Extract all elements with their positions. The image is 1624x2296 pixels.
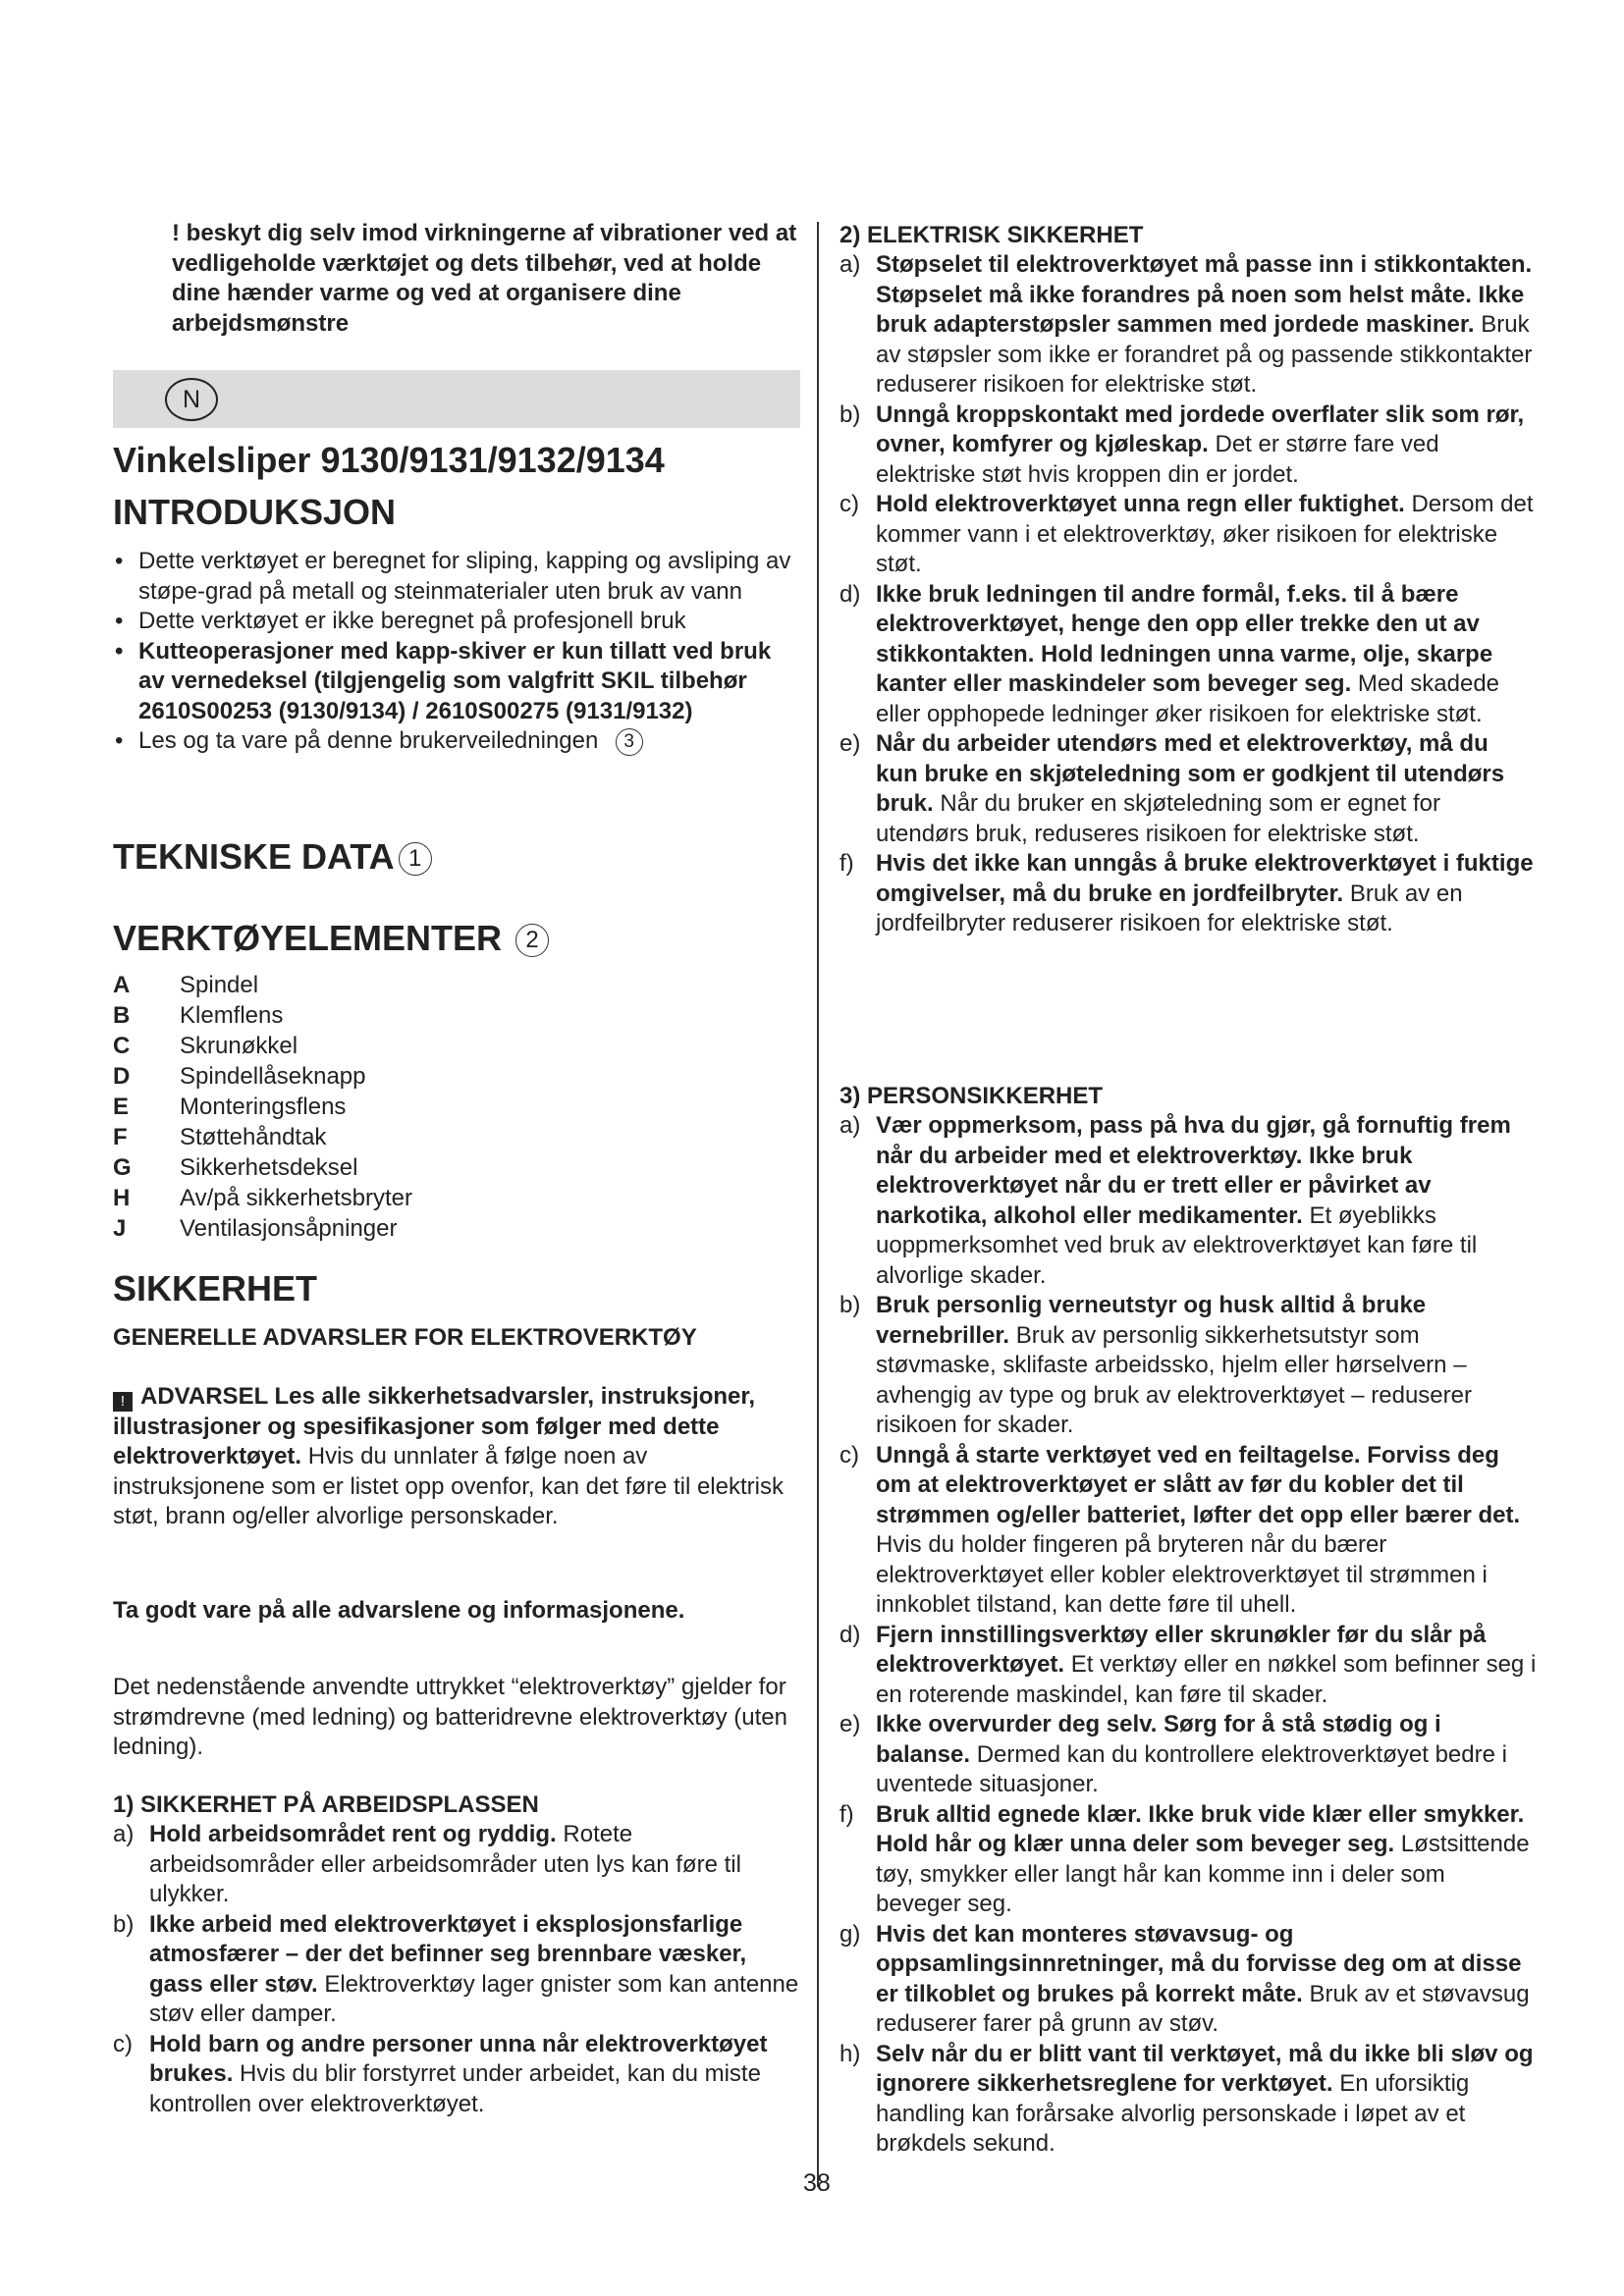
list-item: c) Unngå å starte verktøyet ved en feiltagelse. Forviss deg om at elektroverktøyet er slått av før du kobler det til strømmen og/eller batteriet, løfter det opp eller bærer det. Hvis du holder fingeren på bryteren når du bærer elektroverktøyet eller kobler elektroverktøyet til strømmen i innkoblet tilstand, kan dette føre til uhell. (839, 1441, 1521, 1618)
element-row: E Monteringsflens (113, 1094, 347, 1120)
page-number: 38 (803, 2169, 831, 2197)
intro-bullet-text: Les og ta vare på denne brukerveiledningen (138, 727, 599, 754)
intro-bullet: • Dette verktøyet er ikke beregnet på profesjonell bruk (113, 607, 800, 637)
section-2 (839, 221, 1537, 939)
warning-paragraph: ! ADVARSEL Les alle sikkerhetsadvarsler, instruksjoner, illustrasjoner og spesifikasjoner som følger med dette elektroverktøyet. Hvis du unnlater å følge noen av instruksjonene som er listet opp ovenfor, kan det føre til elektrisk støt, brann og/eller alvorlige personskader. (113, 1383, 784, 1529)
section-1-heading: 1) SIKKERHET PÅ ARBEIDSPLASSEN (113, 1791, 539, 1818)
definition-paragraph: Det nedenstående anvendte uttrykket “elektroverktøy” gjelder for strømdrevne (med ledning) og batteridrevne elektroverktøy (uten ledning). (113, 1674, 787, 1760)
elements-title: VERKTØYELEMENTER (113, 918, 503, 958)
intro-list (113, 547, 800, 757)
intro-bullet (113, 726, 800, 757)
figure-ref-icon: 1 (399, 842, 432, 876)
list-item: g) Hvis det kan monteres støvavsug- og oppsamlingsinnretninger, må du forvisse deg om at disse er tilkoblet og brukes på korrekt måte. Bruk av et støvavsug reduserer farer på grunn av støv. (839, 1920, 1530, 2037)
product-title: Vinkelsliper 9130/9131/9132/9134 (113, 440, 665, 480)
element-row: B Klemflens (113, 1002, 284, 1029)
element-row: G Sikkerhetsdeksel (113, 1154, 358, 1181)
list-item: h) Selv når du er blitt vant til verktøyet, må du ikke bli sløv og ignorere sikkerhetsreglene for verktøyet. En uforsiktig handling kan forårsake alvorlig personskade i løpet av et brøkdels sekund. (839, 2040, 1534, 2157)
keep-note: Ta godt vare på alle advarslene og informasjonene. (113, 1597, 685, 1624)
intro-bullet: • Kutteoperasjoner med kapp-skiver er kun tillatt ved bruk av vernedeksel (tilgjengelig som valgfritt SKIL tilbehør 2610S00253 (9130/9134) / 2610S00275 (9131/9132) (113, 637, 800, 727)
list-item: c) Hold elektroverktøyet unna regn eller fuktighet. Dersom det kommer vann i et elektroverktøy, øker risikoen for elektriske støt. (839, 491, 1534, 577)
section-1 (113, 1790, 800, 2119)
vibration-note: ! beskyt dig selv imod virkningerne af vibrationer ved at vedligeholde værktøjet og dets tilbehør, ved at holde dine hænder varme og ved at organisere dine arbejdsmønstre (172, 220, 797, 337)
element-row: J Ventilasjonsåpninger (113, 1215, 398, 1242)
tech-data-heading (113, 836, 800, 878)
figure-ref-icon: 2 (515, 924, 549, 957)
section-3-heading: 3) PERSONSIKKERHET (839, 1083, 1104, 1109)
section-2-heading: 2) ELEKTRISK SIKKERHET (839, 222, 1144, 248)
figure-ref-icon: 3 (616, 728, 643, 756)
elements-heading (113, 918, 800, 959)
language-band (113, 370, 800, 428)
list-item: d) Ikke bruk ledningen til andre formål, f.eks. til å bære elektroverktøyet, henge den opp eller trekke den ut av stikkontakten. Hold ledningen unna varme, olje, skarpe kanter eller maskindeler som beveger seg. Med skadede eller opphopede ledninger øker risikoen for elektriske støt. (839, 580, 1500, 727)
list-item: b) Bruk personlig verneutstyr og husk alltid å bruke vernebriller. Bruk av personlig sikkerhetsutstyr som støvmaske, sklifaste arbeidssko, hjelm eller hørselvern – avhengig av type og bruk av elektroverktøyet – reduserer risikoen for skader. (839, 1292, 1472, 1438)
list-item: b) Ikke arbeid med elektroverktøyet i eksplosjonsfarlige atmosfærer – der det befinner seg brennbare væsker, gass eller støv. Elektroverktøy lager gnister som kan antenne støv eller damper. (113, 1910, 799, 2027)
element-row: F Støttehåndtak (113, 1124, 327, 1150)
list-item: a) Vær oppmerksom, pass på hva du gjør, gå fornuftig frem når du arbeider med et elektroverktøy. Ikke bruk elektroverktøyet når du er trett eller er påvirket av narkotika, alkohol eller medikamenter. Et øyeblikks uoppmerksomhet ved bruk av elektroverktøyet kan føre til alvorlige skader. (839, 1112, 1511, 1289)
element-row: H Av/på sikkerhetsbryter (113, 1185, 412, 1211)
column-divider (817, 222, 819, 2187)
list-item: c) Hold barn og andre personer unna når elektroverktøyet brukes. Hvis du blir forstyrret under arbeidet, kan du miste kontrollen over elektroverktøyet. (113, 2030, 768, 2117)
element-row: D Spindellåseknapp (113, 1063, 366, 1090)
warning-icon: ! (113, 1392, 133, 1412)
list-item: e) Når du arbeider utendørs med et elektroverktøy, må du kun bruke en skjøteledning som er godkjent til utendørs bruk. Når du bruker en skjøteledning som er egnet for utendørs bruk, reduseres risikoen for elektriske støt. (839, 730, 1505, 847)
tech-data-title: TEKNISKE DATA (113, 836, 395, 877)
element-row: C Skrunøkkel (113, 1033, 298, 1059)
list-item: e) Ikke overvurder deg selv. Sørg for å stå stødig og i balanse. Dermed kan du kontrollere elektroverktøyet bedre i uventede situasjoner. (839, 1711, 1507, 1797)
list-item: f) Bruk alltid egnede klær. Ikke bruk vide klær eller smykker. Hold hår og klær unna deler som beveger seg. Løstsittende tøy, smykker eller langt hår kan komme inn i deler som beveger seg. (839, 1800, 1530, 1917)
intro-heading: INTRODUKSJON (113, 492, 397, 532)
list-item: b) Unngå kroppskontakt med jordede overflater slik som rør, ovner, komfyrer og kjøleskap. Det er større fare ved elektriske støt hvis kroppen din er jordet. (839, 400, 1525, 488)
safety-heading: SIKKERHET (113, 1268, 318, 1308)
list-item: a) Hold arbeidsområdet rent og ryddig. Rotete arbeidsområder eller arbeidsområder uten lys kan føre til ulykker. (113, 1821, 741, 1907)
list-item: d) Fjern innstillingsverktøy eller skrunøkler før du slår på elektroverktøyet. Et verktøy eller en nøkkel som befinner seg i en roterende maskindel, kan føre til skader. (839, 1621, 1537, 1708)
general-warnings-heading: GENERELLE ADVARSLER FOR ELEKTROVERKTØY (113, 1324, 697, 1351)
element-row: A Spindel (113, 972, 259, 998)
list-item: f) Hvis det ikke kan unngås å bruke elektroverktøyet i fuktige omgivelser, må du bruke en jordfeilbryter. Bruk av en jordfeilbryter reduserer risikoen for elektriske støt. (839, 850, 1534, 936)
list-item: a) Støpselet til elektroverktøyet må passe inn i stikkontakten. Støpselet må ikke forandres på noen som helst måte. Ikke bruk adapterstøpsler sammen med jordede maskiner. Bruk av støpsler som ikke er forandret på og passende stikkontakter reduserer risikoen for elektriske støt. (839, 251, 1533, 398)
section-3 (839, 1082, 1537, 2160)
intro-bullet: • Dette verktøyet er beregnet for sliping, kapping og avsliping av støpe-grad på metall og steinmaterialer uten bruk av vann (113, 547, 800, 607)
language-badge: N (165, 378, 218, 421)
